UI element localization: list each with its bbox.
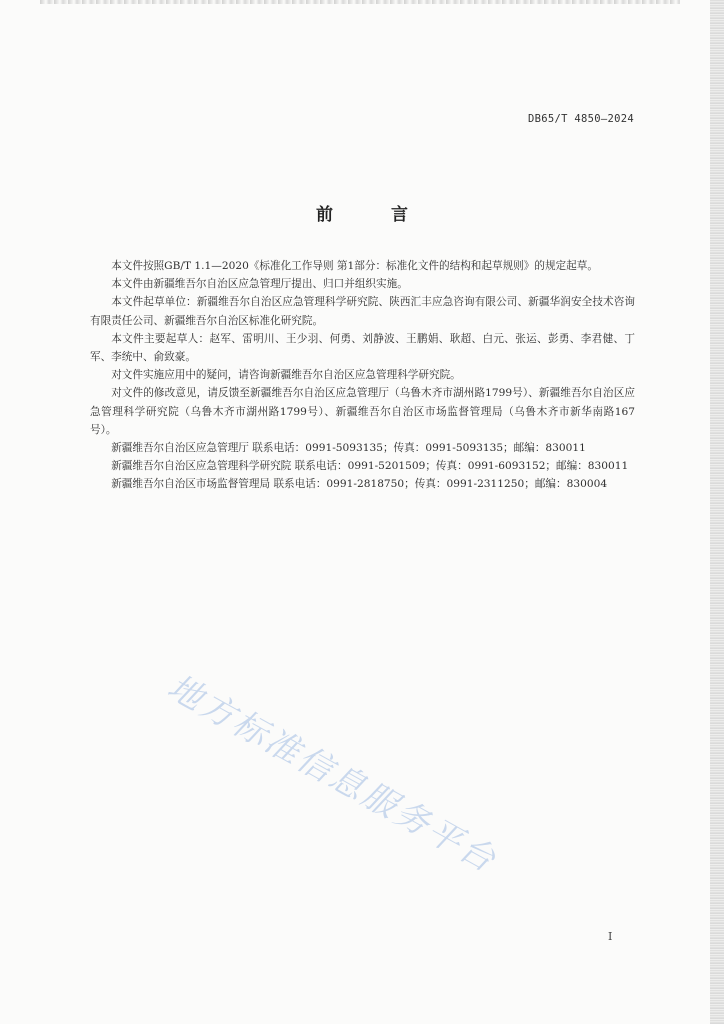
paragraph-proposer: 本文件由新疆维吾尔自治区应急管理厅提出、归口并组织实施。 bbox=[111, 278, 408, 291]
scan-edge-noise bbox=[710, 0, 724, 1024]
paragraph-feedback: 对文件的修改意见，请反馈至新疆维吾尔自治区应急管理厅（乌鲁木齐市湖州路1799号）、新疆维吾尔自治区应急管理科学研究院（乌鲁木齐市湖州路1799号）、新疆维吾尔自治区市场监督管理局（乌鲁木齐市新华南路167号）。 bbox=[90, 387, 635, 436]
paragraph-drafting-basis: 本文件按照GB/T 1.1—2020《标准化工作导则 第1部分：标准化文件的结构和起草规则》的规定起草。 bbox=[111, 260, 598, 272]
foreword-body bbox=[90, 257, 635, 494]
scan-top-noise bbox=[40, 0, 680, 4]
paragraph-drafters: 本文件主要起草人：赵军、雷明川、王少羽、何勇、刘静波、王鹏娟、耿超、白元、张运、彭勇、李君健、丁军、李统中、俞致豪。 bbox=[90, 332, 635, 364]
page-title: 前 言 bbox=[316, 205, 434, 225]
watermark: 地方标准信息服务平台 bbox=[160, 666, 504, 882]
paragraph-drafting-units: 本文件起草单位：新疆维吾尔自治区应急管理科学研究院、陕西汇丰应急咨询有限公司、新疆华润安全技术咨询有限责任公司、新疆维吾尔自治区标准化研究院。 bbox=[90, 296, 635, 327]
paragraph-inquiries: 对文件实施应用中的疑问，请咨询新疆维吾尔自治区应急管理科学研究院。 bbox=[111, 369, 461, 382]
paragraph-contact-research-institute: 新疆维吾尔自治区应急管理科学研究院 联系电话：0991-5201509；传真：0991-6093152；邮编：830011 bbox=[111, 460, 629, 473]
paragraph-contact-emergency-dept: 新疆维吾尔自治区应急管理厅 联系电话：0991-5093135；传真：0991-5093135；邮编：830011 bbox=[111, 442, 586, 455]
page-number: I bbox=[608, 930, 613, 943]
paragraph-contact-market-bureau: 新疆维吾尔自治区市场监督管理局 联系电话：0991-2818750；传真：0991-2311250；邮编：830004 bbox=[111, 478, 608, 491]
document-code: DB65/T 4850—2024 bbox=[528, 113, 634, 125]
